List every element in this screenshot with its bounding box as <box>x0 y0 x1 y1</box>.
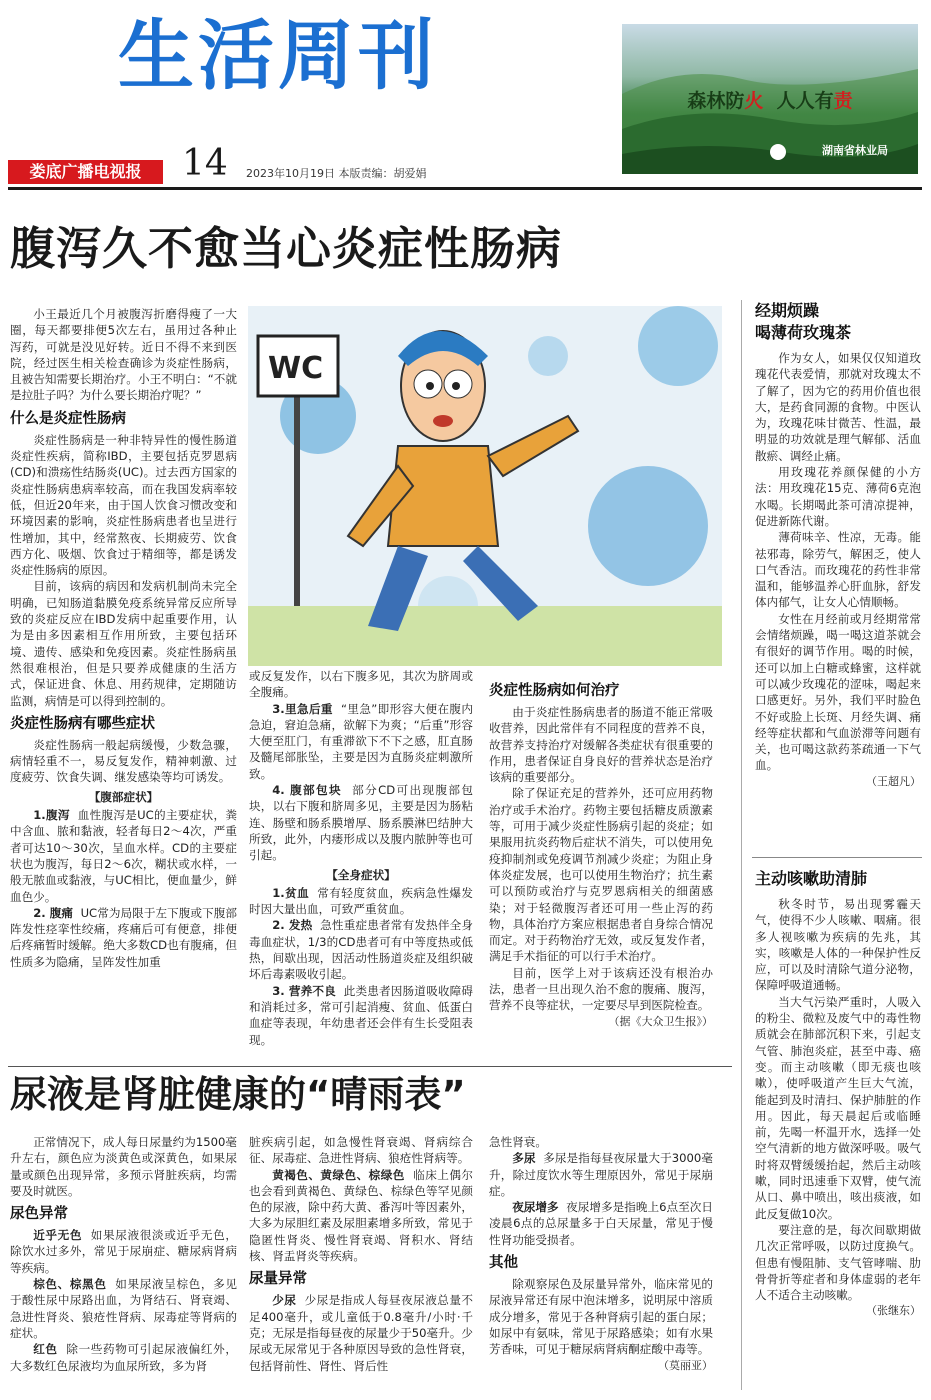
article2-para: 除观察尿色及尿量异常外，临床常见的尿液异常还有尿中泡沫增多，说明尿中溶质成分增多，常见于各种肾病引起的蛋白尿；如尿中有氨味，常见于尿路感染；如有水果芳香味，可见于糖尿病肾病酮症酸中毒等。 <box>489 1277 713 1357</box>
sidebar-rule <box>752 857 922 858</box>
urine-oliguria: 少尿 少尿是指成人每昼夜尿液总量不足400毫升，或儿童低于0.8毫升/小时·千克；无尿是指每昼夜的尿量少于50毫升。少尿或无尿常见于各种原因导致的急性肾衰，包括肾前性、肾性、肾后性 <box>249 1293 473 1373</box>
article1-subhead-treatment: 炎症性肠病如何治疗 <box>489 683 620 699</box>
header-rule <box>8 187 922 190</box>
wc-sign: WC <box>268 351 324 386</box>
urine-red: 红色 除一些药物可引起尿液偏红外，大多数红色尿液均为血尿所致，多为肾 <box>10 1342 237 1373</box>
article1-para: 或反复发作，以右下腹多见，其次为脐周或全腹痛。 <box>249 669 473 700</box>
article1-subhead-symptoms: 炎症性肠病有哪些症状 <box>10 715 155 732</box>
article2-headline: 尿液是肾脏健康的“晴雨表” <box>10 1073 466 1116</box>
article2-para: 急性肾衰。 <box>489 1135 547 1149</box>
dateline: 2023年10月19日 本版责编：胡爱娟 <box>246 167 427 180</box>
article1-headline: 腹泻久不愈当心炎症性肠病 <box>10 222 563 275</box>
page-number: 14 <box>182 143 228 184</box>
article2-col3 <box>489 1134 713 1374</box>
symptom-fever: 2. 发热 急性重症患者常有发热伴全身毒血症状，1/3的CD患者可有中等度热或低热，间歇出现，因活动性肠道炎症及组织破坏后毒素吸收引起。 <box>249 918 473 982</box>
symptom-abdominal-mass: 4. 腹部包块 部分CD可出现腹部包块，以右下腹和脐周多见，主要是因为肠粘连、肠壁和肠系膜增厚、肠系膜淋巴结肿大所致，此外，内瘘形成以及腹内脓肿等也可引起。 <box>249 783 473 863</box>
ad-slogan: 森林防火 人人有责 <box>687 90 853 112</box>
urine-nocturia: 夜尿增多 夜尿增多是指晚上6点至次日凌晨6点的总尿量多于白天尿量，常见于慢性肾功能受损者。 <box>489 1200 713 1247</box>
abdominal-symptoms-tag: 【腹部症状】 <box>88 789 159 804</box>
article1-para: 目前，医学上对于该病还没有根治办法，患者一旦出现久治不愈的腹痛、腹泻，营养不良等症状，一定要尽早到医院检查。 <box>489 965 713 1013</box>
article1-para: 炎症性肠病是一种非特异性的慢性肠道炎症性疾病，简称IBD，主要包括克罗恩病(CD)和溃疡性结肠炎(UC)。过去西方国家的炎症性肠病患病率较高，而在我国发病率较低，但近20年来，由于国人饮食习惯改变和环境因素的影响，炎症性肠病患者也呈进行性增加，其中，经常熬夜、长期疲劳、饮食西方化、吸烟、饮食过于精细等，都是诱发炎症性肠病的原因。 <box>10 432 237 578</box>
article2-col2 <box>249 1134 473 1374</box>
bureau-logo-icon <box>770 144 786 160</box>
ad-bureau: 湖南省林业局 <box>822 144 888 157</box>
sidebar-divider <box>741 300 742 1390</box>
article2-subhead-color: 尿色异常 <box>10 1206 68 1223</box>
article1-para: 除了保证充足的营养外，还可应用药物治疗或手术治疗。药物主要包括糖皮质激素等，可用于减少炎症性肠病引起的炎症；如果服用抗炎药物后症状不消失，可以使用免疫抑制剂或免疫调节剂减少炎症；为阻止身体炎症发展，也可以使用生物治疗；抗生素可以预防或治疗与克罗恩病相关的细菌感染；对于轻微腹泻者还可用一些止泻的药物，具体治疗方案应根据患者自身综合情况而定。对于药物治疗无效，或反复发作者，满足手术指征的可以行手术治疗。 <box>489 786 713 964</box>
symptom-tenesmus: 3.里急后重 “里急”即形容大便在腹内急迫，窘迫急痛，欲解下为爽；“后重”形容大便至肛门，有重滞欲下不下之感，肛直肠及髓尾部胀坠，主要是因为直肠炎症刺激所致。 <box>249 701 473 781</box>
article2-rule <box>8 1066 732 1067</box>
symptom-anemia: 1.贫血 常有轻度贫血，疾病急性爆发时因大量出血，可致严重贫血。 <box>249 885 473 917</box>
article1-col2 <box>249 668 473 1048</box>
symptom-abdominal-pain: 2. 腹痛 UC常为局限于左下腹或下腹部阵发性痉挛性绞痛，疼痛后可有便意，排便后疼痛暂时缓解。绝大多数CD也有腹痛，但性质多为隐痛，呈阵发性加重 <box>10 905 237 969</box>
sidebar-article-rose-tea <box>755 300 921 790</box>
article2-intro: 正常情况下，成人每日尿量约为1500毫升左右，颜色应为淡黄色或深黄色，如果尿量或颜色出现异常，多预示肾脏疾病，均需要及时就医。 <box>10 1135 237 1198</box>
article2-source: （莫丽亚） <box>658 1358 713 1372</box>
article2-subhead-volume: 尿量异常 <box>249 1271 307 1288</box>
article2-subhead-other: 其他 <box>489 1255 518 1272</box>
systemic-symptoms-tag: 【全身症状】 <box>326 867 396 882</box>
urine-colorless: 近乎无色 如果尿液很淡或近乎无色，除饮水过多外，常见于尿崩症、糖尿病肾病等疾病。 <box>10 1228 237 1275</box>
urine-brown: 棕色、棕黑色 如果尿液呈棕色，多见于酸性尿中尿路出血，为肾结石、肾衰竭、急进性肾炎、狼疮性肾病、尿毒症等肾病的症状。 <box>10 1277 237 1340</box>
article1-source: （据《大众卫生报》） <box>608 1014 713 1028</box>
article2-para: 脏疾病引起，如急慢性肾衰竭、肾病综合征、尿毒症、急进性肾病、狼疮性肾病等。 <box>249 1135 473 1166</box>
symptom-malnutrition: 3. 营养不良 此类患者因肠道吸收障碍和消耗过多，常可引起消瘦、贫血、低蛋白血症等表现，年幼患者还会伴有生长受阻表现。 <box>249 983 473 1047</box>
article1-subhead-what: 什么是炎症性肠病 <box>10 410 126 427</box>
cough-title: 主动咳嗽助清肺 <box>755 869 868 888</box>
article1-para: 由于炎症性肠病患者的肠道不能正常吸收营养，因此常伴有不同程度的营养不良，故营养支持治疗对缓解各类症状有很重要的作用，患者保证自身良好的营养状态是治疗该病的重要部分。 <box>489 705 713 785</box>
sidebar-para: 秋冬时节，易出现雾霾天气，使得不少人咳嗽、咽痛。很多人视咳嗽为疾病的先兆，其实，咳嗽是人体的一种保护性反应，可以及时清除气道分泌物，保障呼吸道通畅。 <box>755 897 921 993</box>
masthead-title: 生活周刊 <box>118 11 438 100</box>
sidebar-para: 要注意的是，每次间歇期做几次正常呼吸，以防过度换气。但患有慢阻肺、支气管哮喘、肋骨骨折等症者和身体虚弱的老年人不适合主动咳嗽。 <box>755 1222 921 1303</box>
paper-name: 娄底广播电视报 <box>8 160 163 184</box>
sidebar-article-cough <box>755 868 921 1320</box>
urine-polyuria: 多尿 多尿是指每昼夜尿量大于3000毫升，除过度饮水等生理原因外，常见于尿崩症。 <box>489 1151 713 1198</box>
sidebar-para: 薄荷味辛、性凉，无毒。能祛邪毒，除劳气，解困乏，使人口气香洁。而玫瑰花的药性非常温和，能够温养心肝血脉，舒发体内郁气，让女人心情顺畅。 <box>755 530 921 610</box>
article1-col3 <box>489 676 713 1030</box>
article1-para: 目前，该病的病因和发病机制尚未完全明确，已知肠道黏膜免疫系统异常反应所导致的炎症反应在IBD发病中起重要作用，认为是由多因素相互作用所致，主要包括环境、遗传、感染和免疫因素。炎症性肠病虽然很难根治，但是只要养成健康的生活方式，保证进食、休息、用药规律，定期随访监测，病情是可以得到控制的。 <box>10 579 237 708</box>
article1-col1 <box>10 306 237 970</box>
sidebar-para: 女性在月经前或月经期常常会情绪烦躁，喝一喝这道茶就会有很好的调节作用。喝的时候，还可以加上白糖或蜂蜜，这样就可以减少玫瑰花的涩味，喝起来口感更好。另外，我们平时脸色不好或脸上长斑、月经失调、痛经等症状都和气血淤滞等问题有关，也可喝这款药茶疏通一下气血。 <box>755 611 921 773</box>
sidebar-para: 用玫瑰花养颜保健的小方法：用玫瑰花15克、薄荷6克泡水喝。长期喝此茶可清凉提神，促进新陈代谢。 <box>755 465 921 528</box>
sidebar-para: 当大气污染严重时，人吸入的粉尘、微粒及废气中的毒性物质就会在肺部沉积下来，引起支气管、肺泡炎症，甚至中毒、癌变。而主动咳嗽（即无痰也咳嗽），使呼吸道产生巨大气流，能起到及时清扫、保护肺脏的作用。因此，每天晨起后或临睡前，先喝一杯温开水，选择一处空气清新的地方做深呼吸。吸气时将双臂缓缓抬起，然后主动咳嗽，同时迅速垂下双臂，使气流从口、鼻中喷出，咳出痰液，如此反复做10次。 <box>755 994 921 1221</box>
article1-para: 炎症性肠病一般起病缓慢，少数急骤，病情轻重不一，易反复发作，精神刺激、过度疲劳、饮食失调、继发感染等均可诱发。 <box>10 737 237 785</box>
rose-tea-title: 经期烦躁 喝薄荷玫瑰茶 <box>755 301 852 342</box>
symptom-diarrhea: 1.腹泻 血性腹泻是UC的主要症状，粪中含血、脓和黏液，轻者每日2～4次，严重者可达10～30次，呈血水样。CD的主要症状也为腹泻，每日2～6次，糊状或水样，一般无脓血或黏液，与UC相比，便血量少，鲜血色少。 <box>10 808 237 904</box>
sidebar-source: （张继东） <box>866 1304 921 1318</box>
article2-col1 <box>10 1134 237 1374</box>
article-illustration <box>248 306 722 666</box>
urine-yellow-brown: 黄褐色、黄绿色、棕绿色 临床上偶尔也会看到黄褐色、黄绿色、棕绿色等罕见颜色的尿液，除中药大黄、番泻叶等因素外，大多为尿胆红素及尿胆素增多所致，常见于隐匿性肾炎、慢性肾衰竭、肾积水、肾结核、肾盂肾炎等疾病。 <box>249 1167 473 1264</box>
article1-intro: 小王最近几个月被腹泻折磨得瘦了一大圈，每天都要排便5次左右，虽用过各种止泻药，可就是没见好转。近日不得不来到医院，经过医生相关检查确诊为炎症性肠病，且被告知需要长期治疗。小王不明白：“不就是拉肚子吗？为什么要长期治疗呢？” <box>10 307 237 403</box>
sidebar-para: 作为女人，如果仅仅知道玫瑰花代表爱情，那就对玫瑰太不了解了，因为它的药用价值也很大，是药食同源的食物。中医认为，玫瑰花味甘微苦、性温，最明显的功效就是理气解郁、活血散瘀、调经止痛。 <box>755 351 921 463</box>
sidebar-source: （王超凡） <box>866 774 921 788</box>
forest-fire-ad <box>622 24 918 174</box>
